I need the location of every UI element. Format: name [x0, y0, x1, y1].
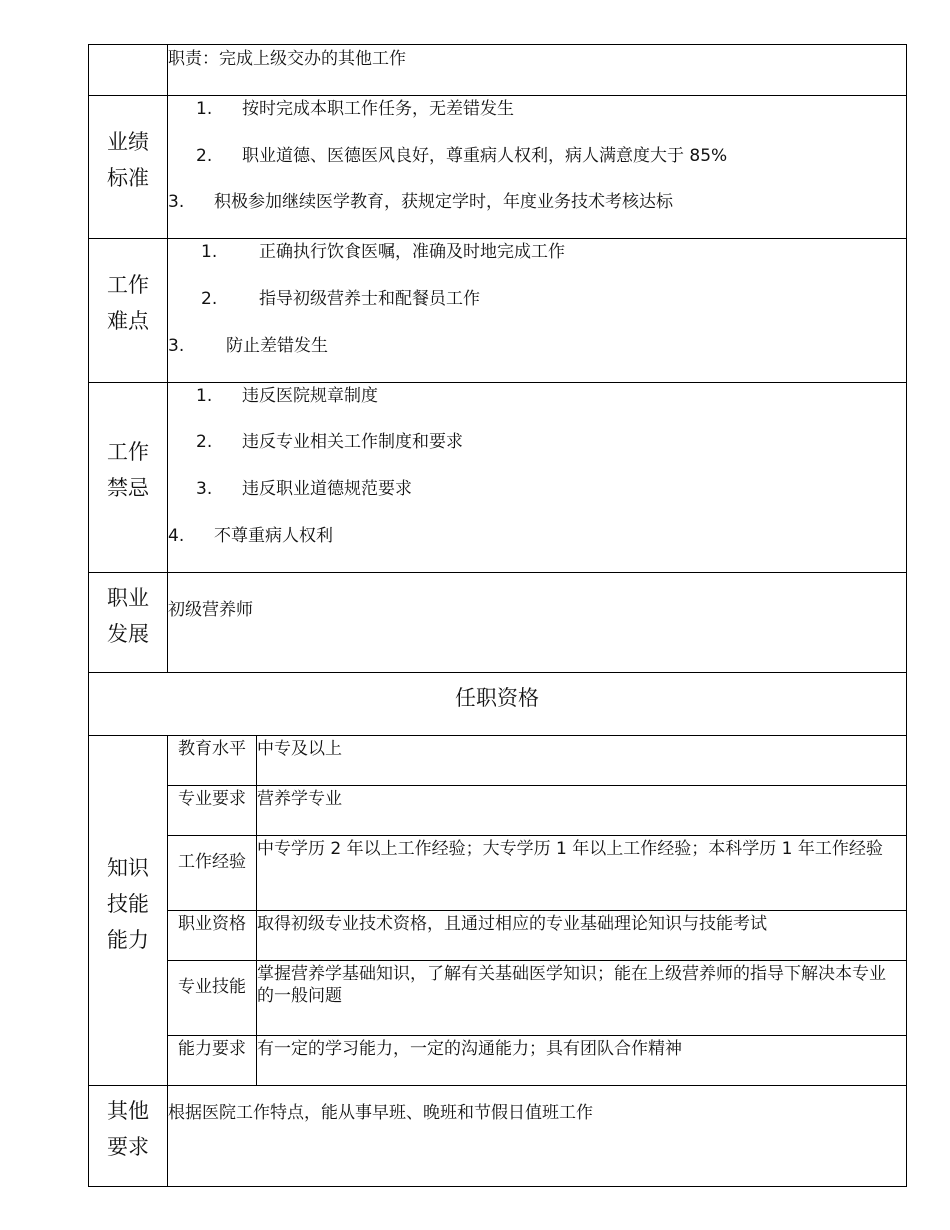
row-divider [88, 238, 907, 239]
ability-value: 有一定的学习能力，一定的沟通能力；具有团队合作精神 [257, 1039, 682, 1059]
skills-value: 掌握营养学基础知识，了解有关基础医学知识；能在上级营养师的指导下解决本专业的一般问题 [257, 964, 886, 1006]
sub-row-divider [168, 785, 907, 786]
row-divider [88, 735, 907, 736]
list-item: 3. 违反职业道德规范要求 [196, 479, 412, 499]
row-divider [88, 1085, 907, 1086]
list-item: 2. 违反专业相关工作制度和要求 [196, 432, 463, 452]
career-label: 职业 发展 [107, 586, 149, 646]
list-item: 3. 防止差错发生 [168, 336, 328, 356]
major-label: 专业要求 [178, 789, 246, 809]
list-item: 4. 不尊重病人权利 [168, 526, 333, 546]
list-item: 2. 指导初级营养士和配餐员工作 [201, 289, 480, 309]
list-item: 1. 按时完成本职工作任务，无差错发生 [196, 99, 514, 119]
row-divider [88, 95, 907, 96]
list-item: 2. 职业道德、医德医风良好，尊重病人权利，病人满意度大于 85% [196, 146, 728, 166]
row-divider [88, 382, 907, 383]
duties-text: 职责：完成上级交办的其他工作 [168, 49, 406, 69]
certification-value: 取得初级专业技术资格，且通过相应的专业基础理论知识与技能考试 [257, 914, 767, 934]
table-border-bottom [88, 1186, 907, 1187]
sub-row-divider [168, 835, 907, 836]
major-value: 营养学专业 [257, 789, 342, 809]
certification-label: 职业资格 [178, 914, 246, 934]
list-item: 1. 正确执行饮食医嘱，准确及时地完成工作 [201, 242, 565, 262]
table-border-top [88, 44, 907, 45]
list-item: 1. 违反医院规章制度 [196, 386, 378, 406]
ability-label: 能力要求 [178, 1039, 246, 1059]
row-divider [88, 672, 907, 673]
qualification-title: 任职资格 [455, 686, 539, 710]
education-value: 中专及以上 [257, 739, 342, 759]
sub-row-divider [168, 1035, 907, 1036]
qualification-label: 知识 技能 能力 [107, 856, 149, 952]
sub-row-divider [168, 910, 907, 911]
row-divider [88, 572, 907, 573]
other-text: 根据医院工作特点，能从事早班、晚班和节假日值班工作 [168, 1103, 593, 1123]
performance-label: 业绩 标准 [107, 130, 149, 190]
difficulty-label: 工作 难点 [107, 273, 149, 333]
education-label: 教育水平 [178, 739, 246, 759]
other-label: 其他 要求 [107, 1099, 149, 1159]
career-text: 初级营养师 [168, 600, 253, 620]
taboo-label: 工作 禁忌 [107, 440, 149, 500]
table-border-right [906, 44, 907, 1187]
experience-label: 工作经验 [178, 852, 246, 872]
skills-label: 专业技能 [178, 977, 246, 997]
sub-row-divider [168, 960, 907, 961]
experience-value: 中专学历 2 年以上工作经验；大专学历 1 年以上工作经验；本科学历 1 年工作经验 [257, 839, 883, 859]
list-item: 3. 积极参加继续医学教育，获规定学时，年度业务技术考核达标 [168, 192, 673, 212]
